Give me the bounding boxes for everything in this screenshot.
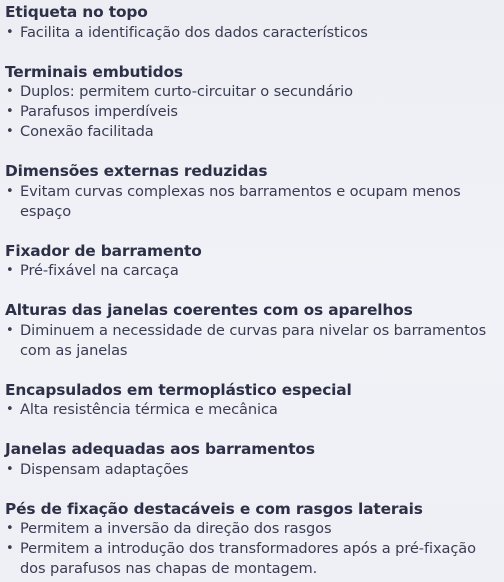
bullet-icon: •	[6, 402, 14, 417]
spacer	[5, 361, 498, 381]
bullet-icon: •	[6, 263, 14, 278]
bullet-icon: •	[6, 124, 14, 139]
bullet-text: Conexão facilitada	[20, 123, 154, 140]
section-heading: Encapsulados em termoplástico especial	[5, 380, 352, 399]
bullet-list	[5, 460, 498, 480]
section-heading: Janelas adequadas aos barramentos	[5, 440, 315, 458]
bullet-icon: •	[6, 104, 14, 119]
bullet-text: Permitem a inversão da direção dos rasgos	[20, 520, 332, 537]
section-pes-fixacao	[5, 500, 498, 580]
section-heading: Terminais embutidos	[5, 62, 183, 81]
bullet-item	[5, 519, 498, 539]
section-janelas	[5, 440, 498, 480]
bullet-text: Duplos: permitem curto-circuitar o secundário	[20, 83, 353, 100]
bullet-text: Permitem a introdução dos transformadores após a pré-fixação dos parafusos nas chapas de montagem.	[20, 540, 476, 577]
bullet-text: Diminuem a necessidade de curvas para nivelar os barramentos com as janelas	[20, 321, 487, 359]
bullet-list	[5, 23, 498, 43]
bullet-list	[5, 400, 498, 420]
bullet-text: Facilita a identificação dos dados característicos	[20, 23, 368, 41]
bullet-icon: •	[6, 322, 14, 338]
bullet-icon: •	[6, 183, 14, 199]
bullet-list	[5, 82, 498, 142]
bullet-text: Alta resistência térmica e mecânica	[20, 401, 278, 418]
section-heading: Pés de fixação destacáveis e com rasgos laterais	[5, 499, 423, 518]
bullet-icon: •	[6, 541, 14, 556]
bullet-text: Parafusos imperdíveis	[20, 103, 178, 120]
section-dimensoes	[5, 162, 498, 222]
bullet-item	[5, 102, 498, 122]
bullet-item	[5, 182, 498, 222]
section-heading: Etiqueta no topo	[5, 3, 148, 21]
spacer	[5, 420, 498, 440]
bullet-item	[5, 539, 498, 579]
bullet-list	[5, 182, 498, 222]
section-alturas	[5, 301, 498, 361]
section-heading: Alturas das janelas coerentes com os aparelhos	[5, 301, 413, 319]
spacer	[5, 222, 498, 242]
bullet-icon: •	[6, 84, 14, 99]
section-terminais	[5, 63, 498, 143]
bullet-item	[5, 400, 498, 420]
bullet-text: Evitam curvas complexas nos barramentos e ocupam menos espaço	[20, 182, 461, 220]
section-heading: Dimensões externas reduzidas	[5, 162, 268, 180]
spacer	[5, 281, 498, 301]
section-encapsulados	[5, 381, 498, 421]
bullet-icon: •	[6, 521, 14, 536]
bullet-item	[5, 460, 498, 480]
bullet-item	[5, 122, 498, 142]
section-fixador	[5, 242, 498, 282]
bullet-item	[5, 261, 498, 281]
bullet-item	[5, 321, 498, 361]
spacer	[5, 480, 498, 500]
bullet-list	[5, 321, 498, 361]
bullet-text: Dispensam adaptações	[20, 460, 189, 478]
bullet-list	[5, 519, 498, 579]
bullet-icon: •	[6, 461, 14, 477]
bullet-icon: •	[6, 24, 14, 40]
bullet-list	[5, 261, 498, 281]
section-etiqueta	[5, 3, 498, 43]
spacer	[5, 43, 498, 63]
bullet-item	[5, 23, 498, 43]
bullet-item	[5, 82, 498, 102]
bullet-text: Pré-fixável na carcaça	[20, 262, 179, 279]
spacer	[5, 142, 498, 162]
section-heading: Fixador de barramento	[5, 241, 202, 260]
